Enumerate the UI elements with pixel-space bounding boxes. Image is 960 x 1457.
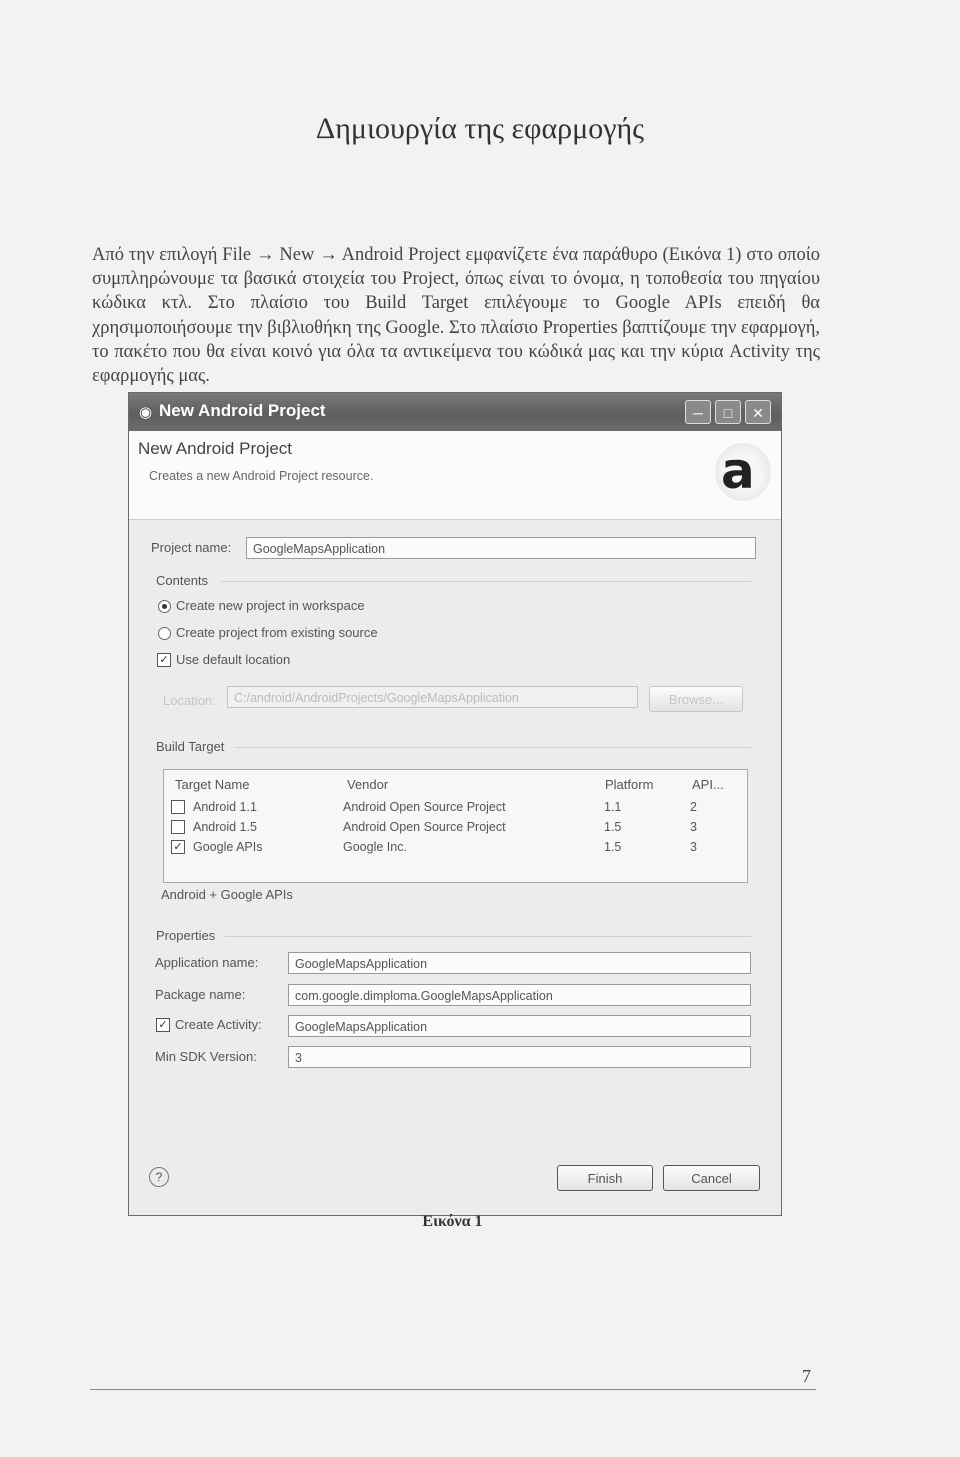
api-cell: 2 bbox=[690, 800, 697, 814]
build-target-table bbox=[163, 769, 748, 883]
package-name-label: Package name: bbox=[155, 987, 246, 1002]
figure-caption: Εικόνα 1 bbox=[422, 1213, 483, 1230]
project-name-label: Project name: bbox=[151, 540, 232, 555]
application-name-label: Application name: bbox=[155, 955, 259, 970]
target-checkbox[interactable] bbox=[171, 800, 185, 814]
dialog-titlebar[interactable] bbox=[129, 393, 781, 431]
new-android-project-dialog bbox=[128, 392, 782, 1216]
browse-button[interactable]: Browse... bbox=[649, 686, 743, 712]
project-name-input[interactable]: GoogleMapsApplication bbox=[246, 537, 756, 559]
build-target-divider bbox=[235, 747, 751, 748]
properties-divider bbox=[225, 936, 751, 937]
target-checkbox[interactable] bbox=[171, 820, 185, 834]
location-input[interactable]: C:/android/AndroidProjects/GoogleMapsApplication bbox=[227, 686, 638, 708]
minimize-button[interactable] bbox=[685, 400, 711, 424]
column-header-vendor[interactable]: Vendor bbox=[347, 777, 389, 792]
column-header-api[interactable]: API... bbox=[692, 777, 724, 792]
vendor-cell: Android Open Source Project bbox=[343, 800, 506, 814]
location-label: Location: bbox=[163, 693, 216, 708]
column-header-target-name[interactable]: Target Name bbox=[175, 777, 250, 792]
platform-cell: 1.5 bbox=[604, 840, 622, 854]
api-cell: 3 bbox=[690, 840, 697, 854]
column-header-platform[interactable]: Platform bbox=[605, 777, 654, 792]
page-number: 7 bbox=[802, 1366, 811, 1386]
close-button[interactable] bbox=[745, 400, 771, 424]
intro-paragraph: Από την επιλογή File → New → Android Project εμφανίζετε ένα παράθυρο (Εικόνα 1) στο οποίο συμπληρώνουμε τα βασικά στοιχεία του Project, όπως είναι το όνομα, η τοποθεσία του πηγαίου κώδικα κτλ. Στο πλαίσιο του Build Target επιλέγουμε το Google APIs επειδή θα χρησιμοποιήσουμε την βιβλιοθήκη της Google. Στο πλαίσιο Properties βαπτίζουμε την εφαρμογή, το πακέτο που θα είναι κοινό για όλα τα αντικείμενα του κώδικά μας και την κύρια Activity της εφαρμογής μας. bbox=[92, 245, 820, 387]
use-default-location-label: Use default location bbox=[176, 652, 291, 667]
selected-target-description: Android + Google APIs bbox=[161, 887, 293, 902]
min-sdk-label: Min SDK Version: bbox=[155, 1049, 257, 1064]
maximize-button[interactable] bbox=[715, 400, 741, 424]
wizard-title: New Android Project bbox=[138, 439, 293, 458]
wizard-subtitle: Creates a new Android Project resource. bbox=[149, 469, 374, 483]
help-icon[interactable]: ? bbox=[149, 1167, 169, 1187]
contents-group-label: Contents bbox=[156, 573, 209, 588]
create-new-radio[interactable] bbox=[158, 600, 171, 613]
finish-button[interactable]: Finish bbox=[557, 1165, 653, 1191]
contents-divider bbox=[221, 581, 751, 582]
target-name-cell: Android 1.5 bbox=[193, 820, 257, 834]
target-checkbox[interactable]: ✓ bbox=[171, 840, 185, 854]
maximize-icon: □ bbox=[723, 405, 733, 421]
create-activity-label: Create Activity: bbox=[175, 1017, 262, 1032]
target-name-cell: Android 1.1 bbox=[193, 800, 257, 814]
api-cell: 3 bbox=[690, 820, 697, 834]
min-sdk-input[interactable]: 3 bbox=[288, 1046, 751, 1068]
eclipse-icon: ◉ bbox=[139, 404, 153, 421]
wizard-header bbox=[129, 431, 781, 520]
android-logo-icon: a bbox=[715, 443, 771, 501]
close-icon: ✕ bbox=[752, 405, 764, 421]
page-title: Δημιουργία της εφαρμογής bbox=[315, 112, 645, 145]
create-activity-checkbox[interactable]: ✓ bbox=[156, 1018, 170, 1032]
cancel-button[interactable]: Cancel bbox=[663, 1165, 760, 1191]
package-name-input[interactable]: com.google.dimploma.GoogleMapsApplication bbox=[288, 984, 751, 1006]
vendor-cell: Google Inc. bbox=[343, 840, 407, 854]
create-new-label: Create new project in workspace bbox=[176, 598, 365, 613]
platform-cell: 1.1 bbox=[604, 800, 622, 814]
activity-name-input[interactable]: GoogleMapsApplication bbox=[288, 1015, 751, 1037]
footer-rule bbox=[90, 1389, 816, 1390]
use-default-location-checkbox[interactable]: ✓ bbox=[157, 653, 171, 667]
target-name-cell: Google APIs bbox=[193, 840, 263, 854]
window-title: New Android Project bbox=[159, 401, 326, 420]
platform-cell: 1.5 bbox=[604, 820, 622, 834]
create-existing-label: Create project from existing source bbox=[176, 625, 378, 640]
vendor-cell: Android Open Source Project bbox=[343, 820, 506, 834]
build-target-group-label: Build Target bbox=[156, 739, 225, 754]
properties-group-label: Properties bbox=[156, 928, 216, 943]
application-name-input[interactable]: GoogleMapsApplication bbox=[288, 952, 751, 974]
create-existing-radio[interactable] bbox=[158, 627, 171, 640]
minimize-icon: ─ bbox=[693, 405, 703, 421]
